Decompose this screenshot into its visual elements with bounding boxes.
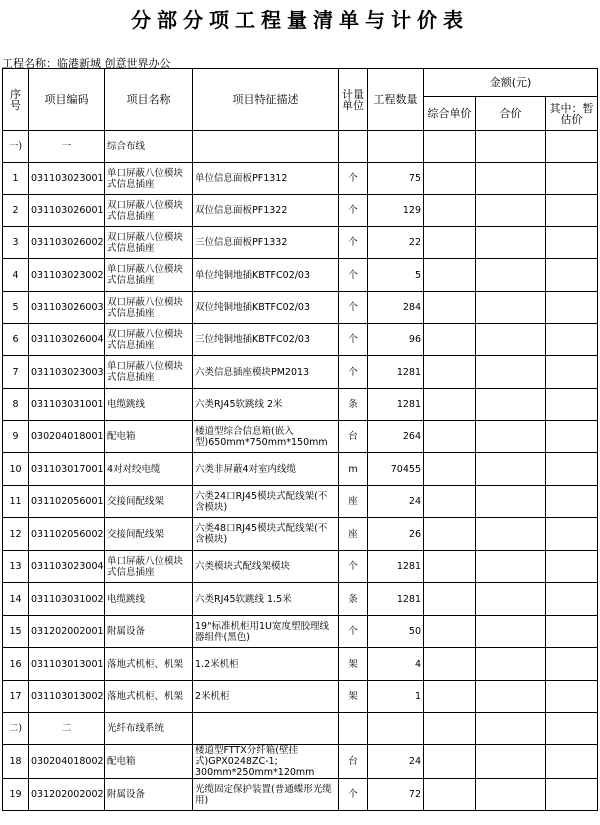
cell-desc: 三位信息面板PF1332 [193,227,339,259]
cell-provisional [546,163,598,195]
cell-unit: m [339,453,368,486]
cell-total [476,745,546,779]
cell-unit [339,713,368,745]
cell-qty: 264 [368,421,424,453]
header-qty: 工程数量 [368,69,424,131]
cell-desc: 双位信息面板PF1322 [193,195,339,227]
cell-total [476,518,546,551]
cell-unit-price [424,745,476,779]
table-row [3,389,598,421]
cell-unit-price [424,648,476,681]
cell-provisional [546,356,598,389]
cell-provisional [546,486,598,518]
cell-qty: 24 [368,745,424,779]
cell-unit: 个 [339,616,368,648]
cell-unit-price [424,486,476,518]
cell-name: 附属设备 [105,779,193,811]
cell-desc: 六类RJ45软跳线 2米 [193,389,339,421]
cell-total [476,131,546,163]
table-row [3,195,598,227]
cell-unit-price [424,421,476,453]
cell-unit: 条 [339,389,368,421]
cell-unit: 座 [339,518,368,551]
cell-qty: 22 [368,227,424,259]
cell-desc: 六类48口RJ45模块式配线架(不含模块) [193,518,339,551]
cell-name: 单口屏蔽八位模块式信息插座 [105,163,193,195]
cell-desc: 三位纯铜地插KBTFC02/03 [193,324,339,356]
section-row [3,713,598,745]
cell-qty: 70455 [368,453,424,486]
cell-total [476,648,546,681]
cell-seq: 12 [3,518,29,551]
cell-total [476,486,546,518]
cell-qty [368,131,424,163]
table-row [3,486,598,518]
cell-desc: 六类非屏蔽4对室内线缆 [193,453,339,486]
cell-code: 031103026004 [29,324,105,356]
cell-seq: 7 [3,356,29,389]
cell-total [476,616,546,648]
cell-seq: 18 [3,745,29,779]
cell-provisional [546,518,598,551]
cell-name: 双口屏蔽八位模块式信息插座 [105,195,193,227]
cell-unit: 个 [339,195,368,227]
cell-total [476,356,546,389]
cell-unit-price [424,681,476,713]
cell-seq: 17 [3,681,29,713]
cell-total [476,292,546,324]
cell-total [476,259,546,292]
cell-desc [193,713,339,745]
cell-qty: 5 [368,259,424,292]
table-row [3,324,598,356]
cell-desc: 2米机柜 [193,681,339,713]
cell-unit: 条 [339,583,368,616]
cell-desc: 楼道型FTTX分纤箱(壁挂式)GPX0248ZC-1; 300mm*250mm*120mm [193,745,339,779]
cell-qty: 1281 [368,583,424,616]
cell-name: 电缆跳线 [105,389,193,421]
header-unit-price: 综合单价 [424,97,476,131]
table-row [3,259,598,292]
cell-provisional [546,292,598,324]
cell-unit-price [424,292,476,324]
cell-unit: 座 [339,486,368,518]
cell-qty: 26 [368,518,424,551]
cell-unit-price [424,324,476,356]
cell-desc [193,131,339,163]
cell-unit-price [424,163,476,195]
cell-name: 交接间配线架 [105,486,193,518]
header-total: 合价 [476,97,546,131]
cell-unit-price [424,453,476,486]
cell-desc: 楼道型综合信息箱(嵌入型)650mm*750mm*150mm [193,421,339,453]
cell-unit: 个 [339,259,368,292]
header-provisional: 其中：暂估价 [546,97,598,131]
cell-unit: 个 [339,779,368,811]
cell-code: 031103026001 [29,195,105,227]
table-row [3,518,598,551]
table-row [3,745,598,779]
cell-code: 031103023002 [29,259,105,292]
cell-total [476,583,546,616]
cell-provisional [546,583,598,616]
cell-total [476,713,546,745]
cell-provisional [546,779,598,811]
cell-unit-price [424,518,476,551]
cell-unit: 个 [339,227,368,259]
cell-name: 单口屏蔽八位模块式信息插座 [105,259,193,292]
cell-seq: 16 [3,648,29,681]
cell-provisional [546,421,598,453]
cell-seq: 13 [3,551,29,583]
table-row [3,356,598,389]
cell-code: 031103017001 [29,453,105,486]
cell-code: 030204018002 [29,745,105,779]
cell-unit [339,131,368,163]
cell-unit-price [424,131,476,163]
cell-unit: 架 [339,681,368,713]
header-seq: 序号 [3,69,29,131]
cell-qty: 1281 [368,551,424,583]
cell-code: 031102056001 [29,486,105,518]
cell-provisional [546,648,598,681]
cell-name: 配电箱 [105,745,193,779]
cell-code: 031102056002 [29,518,105,551]
cell-qty: 1281 [368,356,424,389]
cell-seq: 19 [3,779,29,811]
cell-unit-price [424,713,476,745]
cell-provisional [546,227,598,259]
cell-seq: 15 [3,616,29,648]
cell-unit-price [424,551,476,583]
page-title: 分部分项工程量清单与计价表 [131,8,469,32]
cell-code: 031103023003 [29,356,105,389]
cell-total [476,551,546,583]
cell-unit: 台 [339,421,368,453]
table-row [3,681,598,713]
cell-total [476,163,546,195]
cell-code: 031103013001 [29,648,105,681]
cell-qty: 96 [368,324,424,356]
table-row [3,163,598,195]
cell-qty: 24 [368,486,424,518]
cell-provisional [546,713,598,745]
cell-provisional [546,259,598,292]
cell-seq: 2 [3,195,29,227]
table-row [3,292,598,324]
cell-qty: 284 [368,292,424,324]
cell-qty: 4 [368,648,424,681]
table-row [3,453,598,486]
cell-code: 031103026002 [29,227,105,259]
cell-unit-price [424,779,476,811]
cell-unit-price [424,227,476,259]
cell-name: 单口屏蔽八位模块式信息插座 [105,551,193,583]
table-row [3,648,598,681]
cell-desc: 六类RJ45软跳线 1.5米 [193,583,339,616]
cell-seq: 5 [3,292,29,324]
cell-provisional [546,324,598,356]
cell-total [476,195,546,227]
cell-name: 双口屏蔽八位模块式信息插座 [105,324,193,356]
cell-name: 交接间配线架 [105,518,193,551]
cell-name: 单口屏蔽八位模块式信息插座 [105,356,193,389]
cell-desc: 六类模块式配线架模块 [193,551,339,583]
cell-seq: 14 [3,583,29,616]
cell-unit: 台 [339,745,368,779]
cell-name: 附属设备 [105,616,193,648]
cell-name: 落地式机柜、机架 [105,648,193,681]
cell-qty: 1281 [368,389,424,421]
cell-total [476,324,546,356]
cell-unit-price [424,195,476,227]
cell-name: 双口屏蔽八位模块式信息插座 [105,227,193,259]
cell-desc: 光缆固定保护装置(普通蝶形光缆用) [193,779,339,811]
cell-desc: 双位纯铜地插KBTFC02/03 [193,292,339,324]
cell-code: 030204018001 [29,421,105,453]
cell-qty: 1 [368,681,424,713]
cell-provisional [546,389,598,421]
table-row [3,616,598,648]
cell-seq: 6 [3,324,29,356]
table-row [3,583,598,616]
cell-desc: 六类24口RJ45模块式配线架(不含模块) [193,486,339,518]
cell-unit: 个 [339,356,368,389]
cell-seq: 10 [3,453,29,486]
cell-seq: 9 [3,421,29,453]
cell-desc: 六类信息插座模块PM2013 [193,356,339,389]
cell-unit-price [424,356,476,389]
table-row [3,779,598,811]
cell-code: 031103023001 [29,163,105,195]
cell-name: 4对对绞电缆 [105,453,193,486]
cell-desc: 单位纯铜地插KBTFC02/03 [193,259,339,292]
cell-total [476,421,546,453]
cell-unit: 个 [339,292,368,324]
cell-unit-price [424,583,476,616]
cell-provisional [546,551,598,583]
cell-code: 031103031001 [29,389,105,421]
cell-name: 双口屏蔽八位模块式信息插座 [105,292,193,324]
cell-qty: 129 [368,195,424,227]
header-desc: 项目特征描述 [193,69,339,131]
cell-code: 031103013002 [29,681,105,713]
cell-seq: 4 [3,259,29,292]
cell-unit: 架 [339,648,368,681]
bill-table [2,68,598,811]
cell-total [476,389,546,421]
cell-unit-price [424,616,476,648]
cell-desc: 1.2米机柜 [193,648,339,681]
cell-seq: 3 [3,227,29,259]
cell-provisional [546,745,598,779]
cell-seq: 一) [3,131,29,163]
cell-unit: 个 [339,551,368,583]
cell-name: 综合布线 [105,131,193,163]
cell-unit: 个 [339,324,368,356]
cell-total [476,681,546,713]
header-unit: 计量单位 [339,69,368,131]
header-amount: 金额(元) [424,69,598,97]
cell-name: 光纤布线系统 [105,713,193,745]
cell-provisional [546,681,598,713]
cell-qty: 75 [368,163,424,195]
section-row [3,131,598,163]
cell-code: 031202002002 [29,779,105,811]
cell-total [476,453,546,486]
cell-qty [368,713,424,745]
cell-code: 031103026003 [29,292,105,324]
table-row [3,551,598,583]
cell-seq: 11 [3,486,29,518]
cell-unit: 个 [339,163,368,195]
cell-total [476,779,546,811]
cell-unit-price [424,389,476,421]
cell-qty: 50 [368,616,424,648]
table-row [3,421,598,453]
cell-code: 031202002001 [29,616,105,648]
cell-seq: 8 [3,389,29,421]
cell-code: 一 [29,131,105,163]
cell-name: 配电箱 [105,421,193,453]
cell-code: 二 [29,713,105,745]
cell-seq: 二) [3,713,29,745]
cell-provisional [546,131,598,163]
header-code: 项目编码 [29,69,105,131]
cell-seq: 1 [3,163,29,195]
cell-provisional [546,616,598,648]
cell-provisional [546,453,598,486]
cell-desc: 19"标准机柜用1U宽度塑胶理线器组件(黑色) [193,616,339,648]
project-name: 工程名称：临港新城 创意世界办公 [2,57,171,70]
cell-qty: 72 [368,779,424,811]
cell-name: 电缆跳线 [105,583,193,616]
header-name: 项目名称 [105,69,193,131]
cell-unit-price [424,259,476,292]
table-row [3,227,598,259]
cell-name: 落地式机柜、机架 [105,681,193,713]
cell-desc: 单位信息面板PF1312 [193,163,339,195]
cell-provisional [546,195,598,227]
cell-code: 031103031002 [29,583,105,616]
cell-total [476,227,546,259]
cell-code: 031103023004 [29,551,105,583]
